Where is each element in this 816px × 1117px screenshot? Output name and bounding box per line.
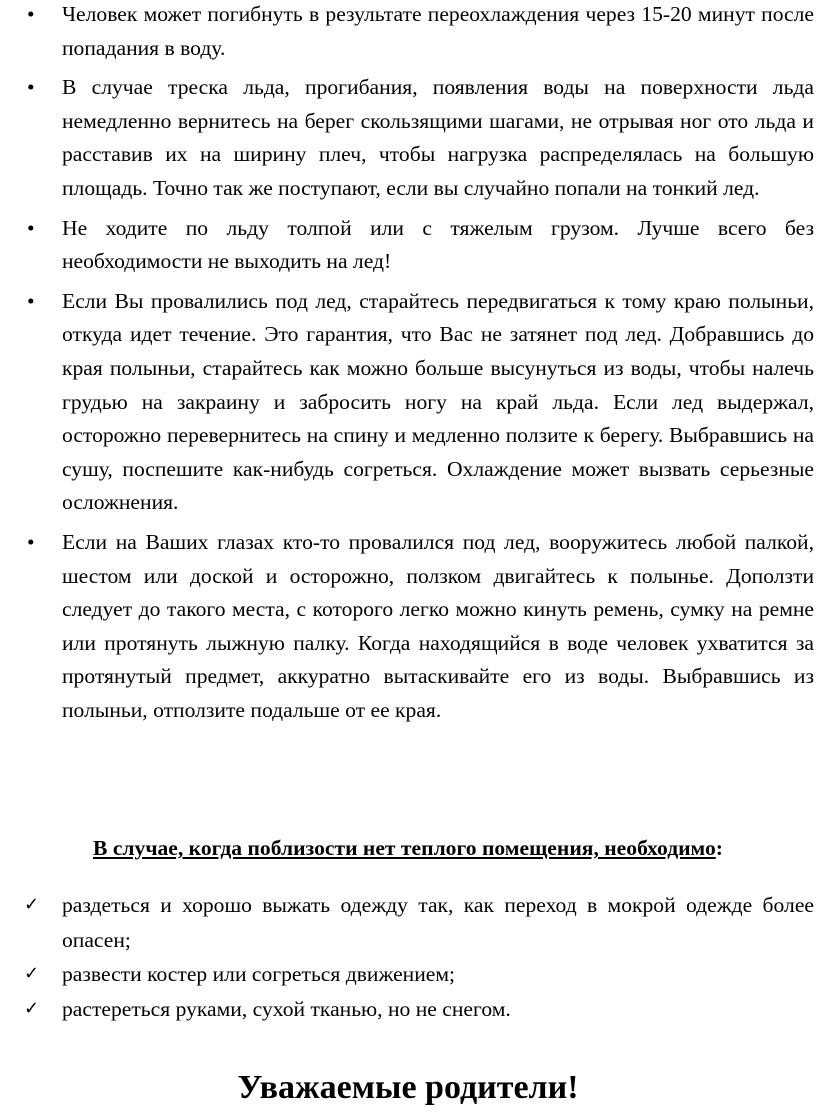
list-item-text: Если Вы провалились под лед, старайтесь передвигаться к тому краю полыньи, откуда идет течение. Это гарантия, что Вас не затянет под лед. Добравшись до края полыньи, старайтесь как можно больше высунуться из воды, чтобы налечь грудью на закраину и забросить ногу на край льда. Если лед выдержал, осторожно перевернитесь на спину и медленно ползите к берегу. Выбравшись на сушу, поспешите как-нибудь согреться. Охлаждение может вызвать серьезные осложнения.: [62, 288, 814, 515]
bullet-icon: •: [27, 215, 35, 240]
checkmark-icon: ✓: [24, 963, 40, 984]
list-item: [0, 526, 816, 728]
bullet-icon: •: [27, 2, 35, 26]
bullet-icon: •: [27, 529, 35, 554]
list-item-text: В случае треска льда, прогибания, появления воды на поверхности льда немедленно вернитесь на берег скользящими шагами, не отрывая ног ото льда и расставив их на ширину плеч, чтобы нагрузка распределялась на большую площадь. Точно так же поступают, если вы случайно попали на тонкий лед.: [62, 75, 814, 200]
list-item: [0, 71, 816, 205]
page-title: Уважаемые родители!: [237, 1069, 579, 1106]
list-item-text: Не ходите по льду толпой или с тяжелым грузом. Лучше всего без необходимости не выходить на лед!: [62, 215, 814, 274]
list-item: [0, 212, 816, 279]
checklist: [0, 888, 816, 1026]
heading-suffix: :: [715, 836, 723, 860]
checklist-item: [0, 992, 816, 1027]
list-item: [0, 285, 816, 520]
checklist-item-text: развести костер или согреться движением;: [62, 962, 456, 986]
checklist-item: [0, 957, 816, 992]
list-item-text: Если на Ваших глазах кто-то провалился под лед, вооружитесь любой палкой, шестом или доской и осторожно, ползком двигайтесь к полынье. Доползти следует до такого места, с которого легко можно кинуть ремень, сумку на ремне или протянуть лыжную палку. Когда находящийся в воде человек ухватится за протянутый предмет, аккуратно вытаскивайте его из воды. Выбравшись из полыньи, отползите подальше от ее края.: [62, 529, 814, 722]
checklist-item: [0, 888, 816, 957]
section-heading: [0, 832, 816, 865]
checklist-item-text: растереться руками, сухой тканью, но не снегом.: [62, 996, 511, 1021]
list-item-text: Человек может погибнуть в результате переохлаждения через 15-20 минут после попадания в воду.: [62, 2, 814, 60]
checkmark-icon: ✓: [24, 894, 40, 915]
list-item: [0, 0, 816, 65]
heading-underlined-text: В случае, когда поблизости нет теплого помещения, необходимо: [93, 836, 716, 860]
checklist-item-text: раздеться и хорошо выжать одежду так, как переход в мокрой одежде более опасен;: [62, 893, 814, 952]
bullet-icon: •: [27, 288, 35, 313]
checkmark-icon: ✓: [24, 997, 40, 1019]
bullet-icon: •: [27, 75, 35, 100]
